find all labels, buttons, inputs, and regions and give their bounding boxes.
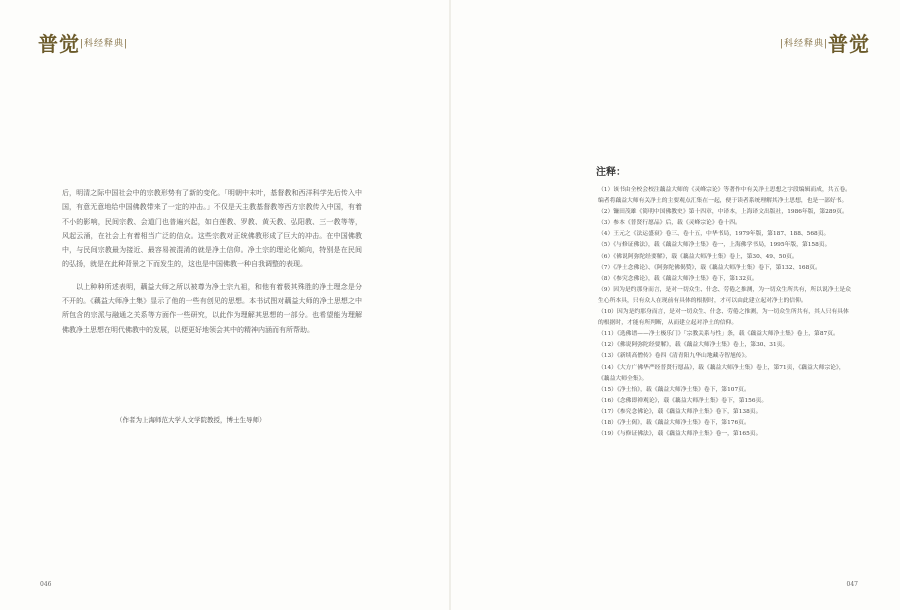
note-item: （6）《佛说阿弥陀经要解》，载《藕益大师净土集》卷上，第30、49、50页。	[598, 253, 798, 260]
left-header	[38, 28, 128, 57]
right-header	[780, 28, 870, 57]
publisher-logo: 普觉	[38, 32, 80, 56]
note-item: （11）《选佛谱——净土极乐门》「宗教关系与性」条，载《藕益大师净土集》卷上，第87页。	[598, 331, 839, 338]
author-note: （作者为上海师范大学人文学院教授，博士生导师）	[116, 416, 266, 424]
note-item: （2）镰田茂雄《简明中国佛教史》第十四章，中译本，上海译文出版社，1986年版，第289页。	[598, 209, 848, 216]
note-item: （9）因为是约那身而言，是对一切众生、什念、劳倦之推测，为一切众生所共有，所以说净土是众生心所本具，只有众人在现前有具体的根据时，才可以由此建立起对净土的信仰。	[598, 286, 851, 304]
note-item: （8）《参究念佛论》，载《藕益大师净土集》卷下，第132页。	[598, 275, 758, 282]
page-number: 046	[40, 581, 52, 588]
page-number: 047	[846, 581, 858, 588]
notes-list	[598, 185, 852, 440]
body-text	[62, 186, 362, 337]
note-item: （15）《净土怡》，载《藕益大师净土集》卷下，第107页。	[598, 386, 750, 393]
body-paragraph: 以上种种所述表明，藕益大师之所以被尊为净土宗九祖，和他有着极其殊胜的净土理念是分不开的。《藕益大师净土集》显示了他的一些有创见的思想。本书试图对藕益大师的净土思想之中所包含的宗派与融通之关系等方面作一些研究，以此作为理解其思想的一部分。也希望能为理解佛教净土思想在明代佛教中的发展，以便更好地领会其中的精神内涵而有所帮助。	[62, 282, 362, 334]
note-item: （17）《参究念佛论》，载《藕益大师净土集》卷下，第138页。	[598, 408, 762, 415]
note-item: （3）参本《普贤行愿品》后，载《灵峰宗论》卷十四。	[598, 220, 741, 227]
body-paragraph: 后，明清之际中国社会中的宗教形势有了新的变化。「明朝中末叶，基督教和西洋科学先后传入中国，有意无意地给中国佛教带来了一定的冲击。」不仅是天主教基督教等西方宗教传入中国，有着不小的影响，民间宗教、会道门也普遍兴起，如白莲教、罗教、黄天教、弘阳教、三一教等等，风起云涌，在社会上有着相当广泛的信众。这些宗教对正统佛教形成了巨大的冲击。在中国佛教中，与民间宗教最为接近、最容易被混淆的就是净土信仰。净土宗的理论化倾向，特别是在民间的弘扬，就是在此种背景之下而发生的，这也是中国佛教一种自我调整的表现。	[62, 189, 362, 269]
note-item: （18）《净土偈》，载《藕益大师净土集》卷下，第176页。	[598, 419, 750, 426]
note-item: （1）该书由全校会校注藕益大师的《灵峰宗论》等著作中有关净土思想之字段编辑而成，共五卷。编者将藕益大师有关净土的主要观点汇集在一起，便于读者系统理解其净土思想，也是一部好书。	[598, 187, 851, 205]
note-item: （12）《佛说阿弥陀经要解》，载《藕益大师净土集》卷上，第30、31页。	[598, 342, 789, 349]
series-label: |科经释典|	[80, 39, 129, 49]
note-item: （4）王元之《法运盛衰》卷三、卷十五，中华书局，1979年版，第187、188、568页。	[598, 231, 830, 238]
note-item: （19）《与修证佛法》，载《藕益大师净土集》卷一，第165页。	[598, 431, 762, 438]
note-item: （14）《大方广佛华严经普贤行愿品》，载《藕益大师净土集》卷上，第71页，《藕益大师宗论》，《藕益大师全集》。	[598, 364, 845, 382]
note-item: （7）《净土念佛论》、《阿弥陀佛偈赞》，载《藕益大师净土集》卷下，第132、168页。	[598, 264, 821, 271]
note-item: （13）《新续高僧传》卷四《清青阳九华山地藏寺智旭传》。	[598, 353, 751, 360]
note-item: （5）《与修证佛法》，载《藕益大师净土集》卷一，上海佛学书局，1995年版，第158页。	[598, 242, 831, 249]
note-item: （10）因为是约那身而言，是对一切众生、什念、劳倦之推测，为一切众生所共有，其人只有具体的根据时，才能有所判断，从而建立起对净土的信仰。	[598, 309, 849, 327]
series-label: |科经释典|	[779, 39, 828, 49]
notes-heading: 注释：	[596, 167, 626, 178]
note-item: （16）《念佛即禅观论》，载《藕益大师净土集》卷下，第156页。	[598, 397, 768, 404]
publisher-logo: 普觉	[828, 32, 870, 56]
